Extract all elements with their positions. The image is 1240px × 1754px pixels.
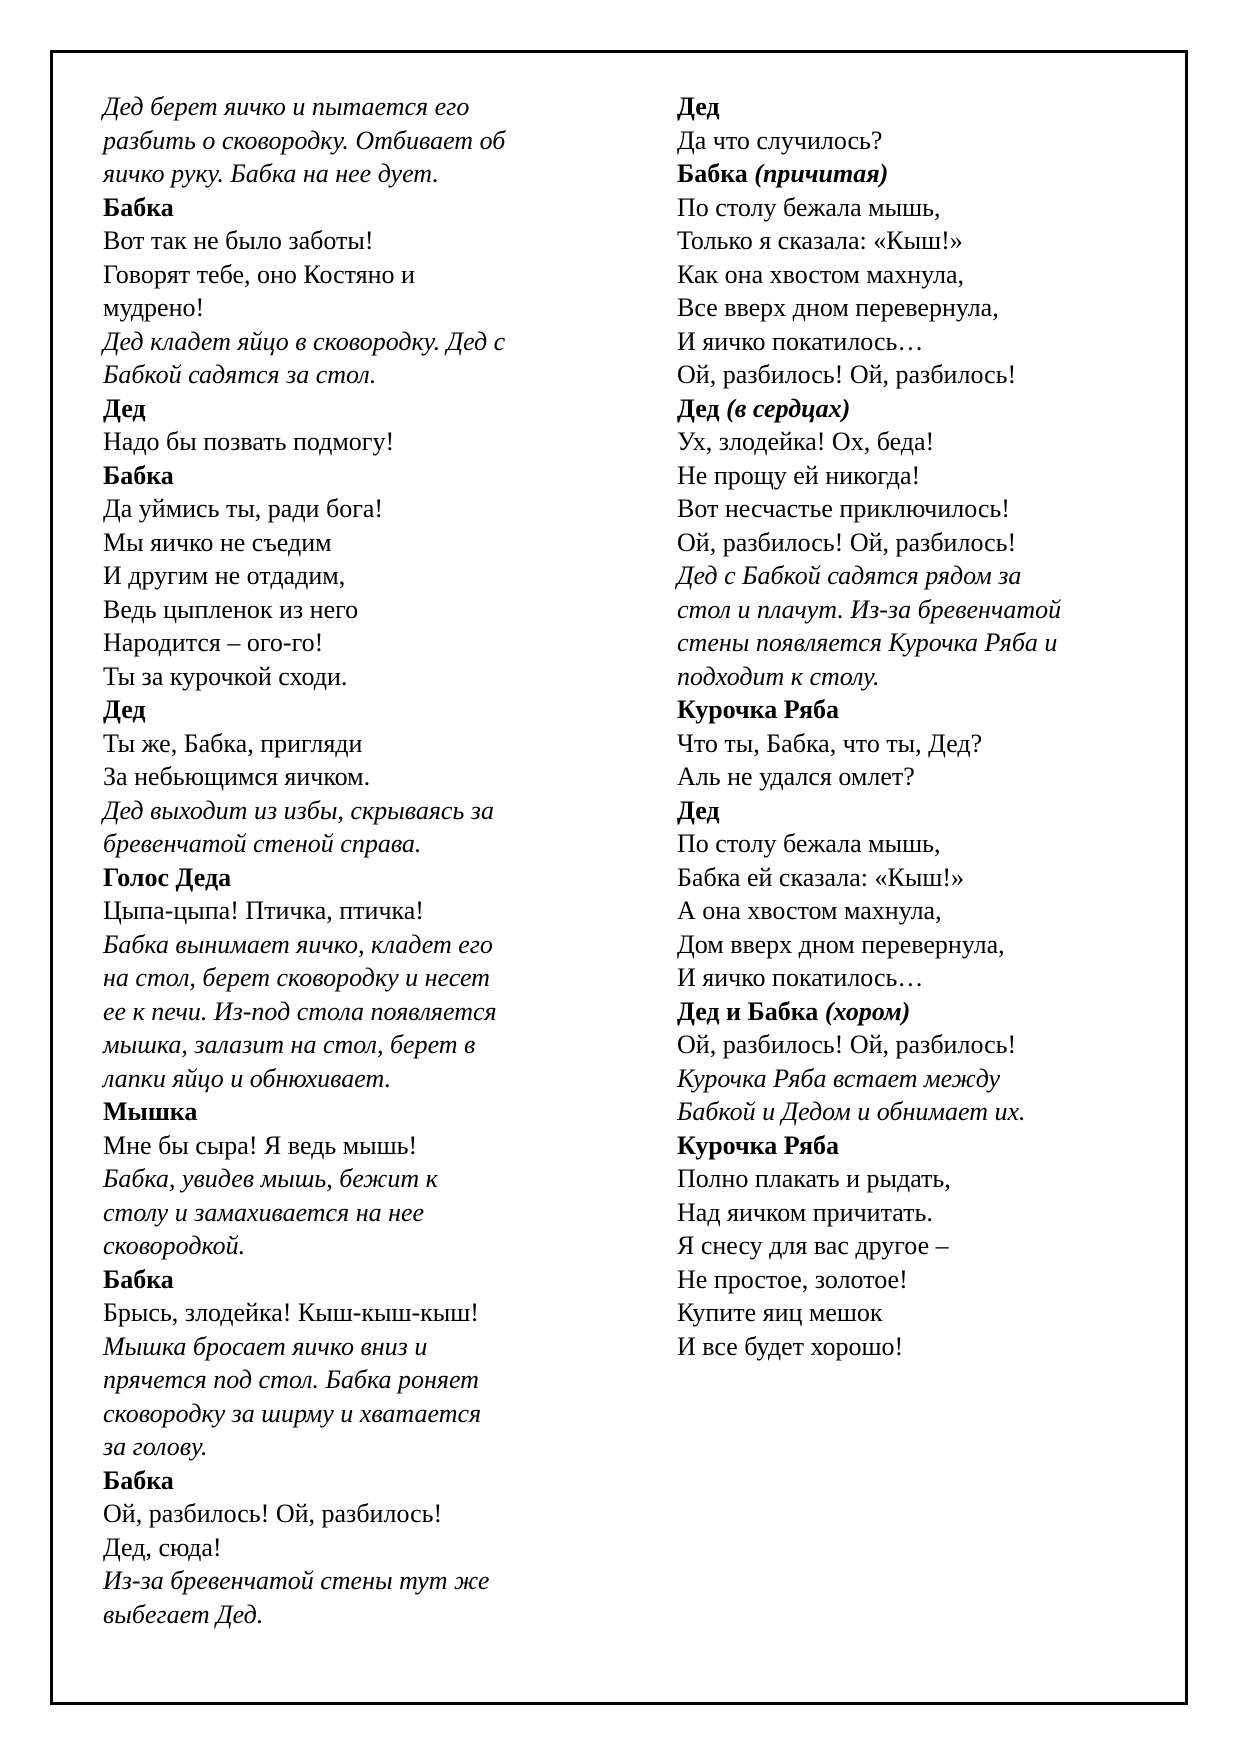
stage-direction: прячется под стол. Бабка роняет bbox=[103, 1365, 479, 1394]
dialogue-line: Только я сказала: «Кыш!» bbox=[677, 226, 963, 255]
stage-direction: Дед кладет яйцо в сковородку. Дед с bbox=[103, 326, 506, 356]
dialogue-line: Мне бы сыра! Я ведь мышь! bbox=[103, 1130, 418, 1160]
speaker-name: Дед bbox=[103, 393, 146, 423]
stage-remark: (причитая) bbox=[754, 159, 889, 188]
dialogue-line: Ой, разбилось! Ой, разбилось! bbox=[677, 360, 1017, 389]
dialogue-line: А она хвостом махнула, bbox=[677, 896, 942, 925]
stage-direction: Курочка Ряба встает между bbox=[677, 1063, 1001, 1093]
dialogue-line: За небьющимся яичком. bbox=[103, 762, 371, 791]
dialogue-line: Да что случилось? bbox=[677, 125, 883, 155]
stage-direction: Бабкой садятся за стол. bbox=[103, 360, 377, 389]
stage-direction: сковородкой. bbox=[103, 1231, 246, 1260]
dialogue-line: мудрено! bbox=[103, 293, 205, 322]
dialogue-line: Купите яиц мешок bbox=[677, 1298, 883, 1327]
dialogue-line: Брысь, злодейка! Кыш-кыш-кыш! bbox=[103, 1298, 479, 1327]
speaker-name: Дед и Бабка bbox=[677, 996, 819, 1026]
stage-direction: разбить о сковородку. Отбивает об bbox=[103, 125, 506, 155]
stage-direction: сковородку за ширму и хватается bbox=[103, 1398, 482, 1428]
left-column bbox=[103, 90, 643, 1631]
dialogue-line: И яичко покатилось… bbox=[677, 326, 924, 356]
dialogue-line: Полно плакать и рыдать, bbox=[677, 1164, 951, 1193]
dialogue-line: По столу бежала мышь, bbox=[677, 829, 941, 858]
dialogue-line: Ой, разбилось! Ой, разбилось! bbox=[103, 1499, 443, 1528]
dialogue-line: Народится – ого-го! bbox=[103, 628, 324, 657]
speaker-name: Бабка bbox=[103, 460, 174, 490]
stage-direction: Бабка, увидев мышь, бежит к bbox=[103, 1164, 438, 1193]
dialogue-line: Все вверх дном перевернула, bbox=[677, 293, 999, 322]
dialogue-line: Мы яичко не съедим bbox=[103, 527, 332, 557]
dialogue-line: Я снесу для вас другое – bbox=[677, 1231, 949, 1260]
dialogue-line: Дом вверх дном перевернула, bbox=[677, 929, 1005, 959]
stage-direction: подходит к столу. bbox=[677, 661, 880, 691]
dialogue-line: Бабка ей сказала: «Кыш!» bbox=[677, 862, 965, 892]
speaker-name: Голос Деда bbox=[103, 862, 232, 892]
dialogue-line: Цыпа-цыпа! Птичка, птичка! bbox=[103, 896, 424, 925]
dialogue-line: Не простое, золотое! bbox=[677, 1264, 908, 1294]
dialogue-line: Не прощу ей никогда! bbox=[677, 460, 921, 490]
stage-direction: Дед берет яичко и пытается его bbox=[103, 92, 470, 121]
stage-direction: яичко руку. Бабка на нее дует. bbox=[103, 159, 439, 188]
dialogue-line: И яичко покатилось… bbox=[677, 963, 924, 992]
dialogue-line: И другим не отдадим, bbox=[103, 561, 346, 590]
stage-remark: (хором) bbox=[824, 996, 911, 1026]
speaker-name: Курочка Ряба bbox=[677, 1130, 840, 1160]
speaker-name: Дед bbox=[677, 795, 720, 825]
speaker-name: Бабка bbox=[103, 1465, 174, 1495]
dialogue-line: Ой, разбилось! Ой, разбилось! bbox=[677, 527, 1017, 557]
stage-direction: Мышка бросает яичко вниз и bbox=[103, 1331, 428, 1361]
dialogue-line: Ты же, Бабка, пригляди bbox=[103, 728, 363, 758]
speaker-name: Бабка bbox=[103, 192, 174, 222]
stage-direction: бревенчатой стеной справа. bbox=[103, 829, 422, 858]
stage-direction: мышка, залазит на стол, берет в bbox=[103, 1030, 476, 1059]
stage-remark: (в сердцах) bbox=[726, 393, 851, 423]
stage-direction: Дед с Бабкой садятся рядом за bbox=[677, 561, 1022, 590]
dialogue-line: Вот несчастье приключилось! bbox=[677, 494, 1010, 523]
stage-direction: Из-за бревенчатой стены тут же bbox=[103, 1566, 490, 1595]
speaker-name: Мышка bbox=[103, 1097, 198, 1126]
stage-direction: столу и замахивается на нее bbox=[103, 1197, 425, 1227]
stage-direction: Бабка вынимает яичко, кладет его bbox=[103, 929, 493, 959]
dialogue-line: Надо бы позвать подмогу! bbox=[103, 427, 395, 456]
dialogue-line: Ты за курочкой сходи. bbox=[103, 661, 348, 691]
speaker-name: Дед bbox=[677, 393, 720, 423]
speaker-name: Курочка Ряба bbox=[677, 695, 840, 724]
dialogue-line: По столу бежала мышь, bbox=[677, 192, 941, 222]
stage-direction: лапки яйцо и обнюхивает. bbox=[103, 1063, 392, 1093]
dialogue-line: Дед, сюда! bbox=[103, 1532, 222, 1562]
dialogue-line: Ой, разбилось! Ой, разбилось! bbox=[677, 1030, 1017, 1059]
speaker-name: Бабка bbox=[677, 159, 748, 188]
dialogue-line: Что ты, Бабка, что ты, Дед? bbox=[677, 728, 983, 758]
stage-direction: стол и плачут. Из-за бревенчатой bbox=[677, 594, 1062, 624]
dialogue-line: Ведь цыпленок из него bbox=[103, 594, 359, 624]
speaker-line bbox=[677, 157, 1157, 191]
dialogue-line: Вот так не было заботы! bbox=[103, 226, 374, 255]
speaker-name: Дед bbox=[103, 695, 146, 724]
right-column bbox=[677, 90, 1157, 1363]
dialogue-line: Аль не удался омлет? bbox=[677, 762, 915, 791]
speaker-line bbox=[677, 392, 1157, 426]
stage-direction: ее к печи. Из-под стола появляется bbox=[103, 996, 497, 1026]
stage-direction: за голову. bbox=[103, 1432, 208, 1461]
speaker-name: Дед bbox=[677, 92, 720, 121]
dialogue-line: Над яичком причитать. bbox=[677, 1197, 933, 1227]
dialogue-line: Ух, злодейка! Ох, беда! bbox=[677, 427, 935, 456]
stage-direction: выбегает Дед. bbox=[103, 1599, 264, 1629]
stage-direction: стены появляется Курочка Ряба и bbox=[677, 628, 1058, 657]
dialogue-line: И все будет хорошо! bbox=[677, 1331, 904, 1361]
dialogue-line: Как она хвостом махнула, bbox=[677, 259, 964, 289]
stage-direction: на стол, берет сковородку и несет bbox=[103, 963, 490, 992]
stage-direction: Бабкой и Дедом и обнимает их. bbox=[677, 1097, 1026, 1126]
dialogue-line: Говорят тебе, оно Костяно и bbox=[103, 259, 415, 289]
dialogue-line: Да уймись ты, ради бога! bbox=[103, 494, 384, 523]
speaker-line bbox=[677, 995, 1157, 1029]
stage-direction: Дед выходит из избы, скрываясь за bbox=[103, 795, 494, 825]
speaker-name: Бабка bbox=[103, 1264, 174, 1294]
